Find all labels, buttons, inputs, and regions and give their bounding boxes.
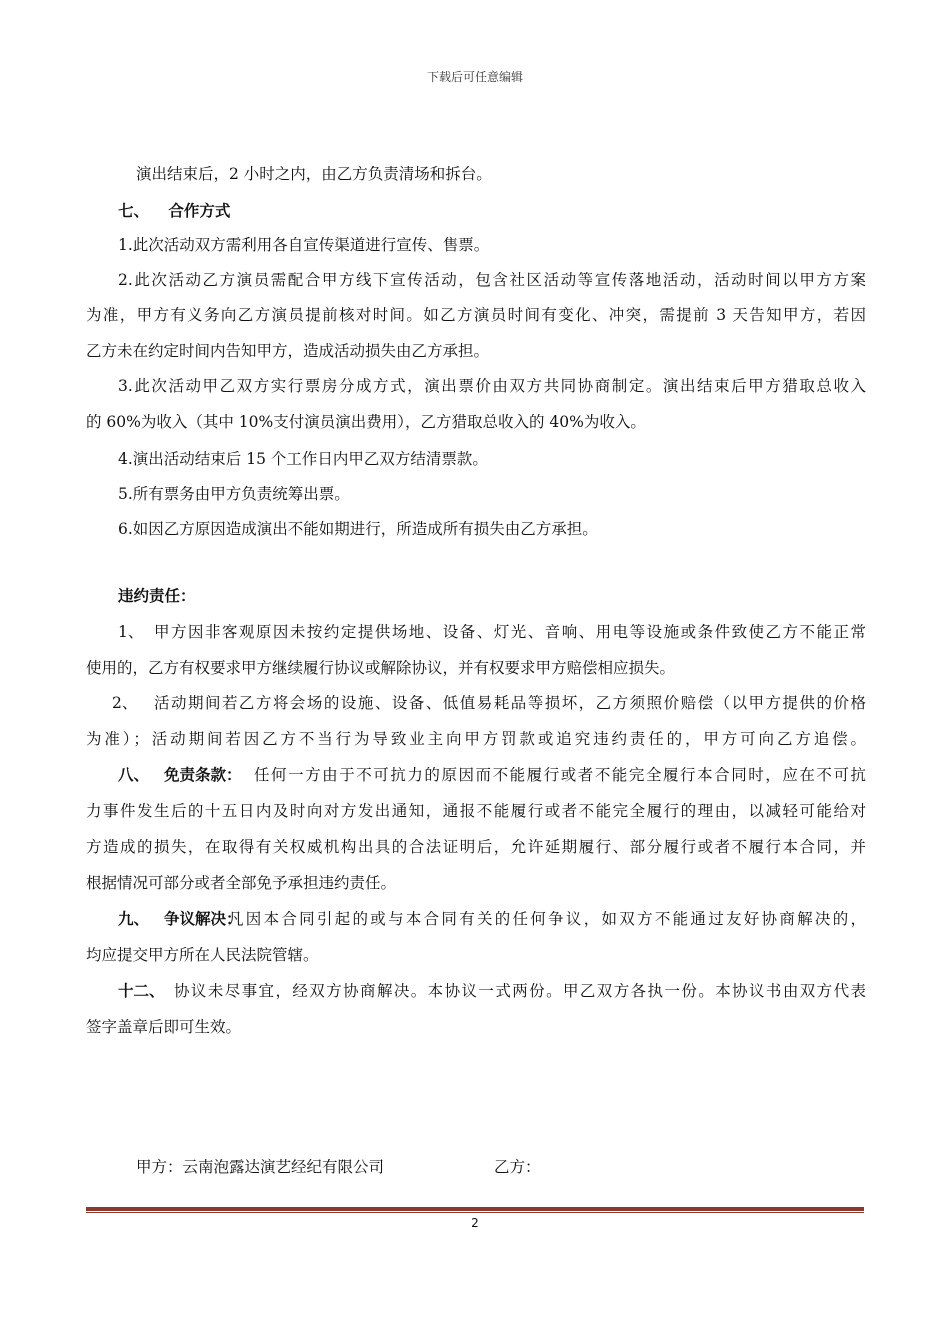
section-dispute [118, 909, 866, 929]
section-heading-liability: 违约责任： [118, 587, 196, 605]
liability-item-2 [112, 693, 866, 713]
footer-rule-thin [86, 1212, 864, 1213]
clause-line: 5.所有票务由甲方负责统筹出票。 [118, 485, 350, 503]
item-number: 1、 [118, 623, 144, 641]
clause-line: 力事件发生后的十五日内及时向对方发出通知，通报不能履行或者不能完全履行的理由，以减轻可能给对 [86, 802, 866, 820]
liability-item-1 [118, 622, 866, 642]
party-b-signature: 乙方： [494, 1158, 541, 1176]
section-title: 争议解决： [163, 910, 242, 928]
clause-line: 的 60%为收入（其中 10%支付演员演出费用），乙方猎取总收入的 40%为收入。 [86, 413, 646, 431]
clause-line: 2.此次活动乙方演员需配合甲方线下宣传活动，包含社区活动等宣传落地活动，活动时间以甲方方案 [118, 271, 866, 289]
party-a-signature: 甲方：云南泡露达演艺经纪有限公司 [136, 1158, 385, 1176]
clause-line: 3.此次活动甲乙双方实行票房分成方式，演出票价由双方共同协商制定。演出结束后甲方猎取总收入 [118, 377, 866, 395]
section-title: 免责条款： [163, 766, 242, 784]
clause-line: 使用的，乙方有权要求甲方继续履行协议或解除协议，并有权要求甲方赔偿相应损失。 [86, 659, 676, 677]
item-number: 2、 [112, 694, 138, 712]
page-number: 2 [471, 1216, 479, 1230]
section-number: 七、 [118, 202, 150, 220]
clause-line: 方造成的损失，在取得有关权威机构出具的合法证明后，允许延期履行、部分履行或者不履行本合同，并 [86, 838, 866, 856]
item-text: 甲方因非客观原因未按约定提供场地、设备、灯光、音响、用电等设施或条件致使乙方不能正常 [154, 623, 866, 641]
section-text: 凡因本合同引起的或与本合同有关的任何争议，如双方不能通过友好协商解决的， [228, 910, 866, 928]
section-text: 任何一方由于不可抗力的原因而不能履行或者不能完全履行本合同时，应在不可抗 [254, 766, 866, 784]
clause-line: 4.演出活动结束后 15 个工作日内甲乙双方结清票款。 [118, 450, 488, 468]
clause-line: 为准，甲方有义务向乙方演员提前核对时间。如乙方演员时间有变化、冲突，需提前 3 天告知甲方，若因 [86, 306, 866, 324]
clause-line: 签字盖章后即可生效。 [86, 1018, 242, 1036]
section-number: 九、 [118, 910, 150, 928]
paragraph-line: 演出结束后，2 小时之内，由乙方负责清场和拆台。 [136, 165, 492, 183]
clause-line: 为准）；活动期间若因乙方不当行为导致业主向甲方罚款或追究违约责任的，甲方可向乙方追偿。 [86, 730, 866, 748]
section-force-majeure [118, 765, 866, 785]
section-heading-cooperation [118, 201, 898, 221]
page-header: 下载后可任意编辑 [426, 70, 523, 84]
footer-rule [86, 1207, 864, 1211]
clause-line: 6.如因乙方原因造成演出不能如期进行，所造成所有损失由乙方承担。 [118, 520, 598, 538]
section-number: 八、 [118, 766, 150, 784]
clause-line: 均应提交甲方所在人民法院管辖。 [86, 946, 319, 964]
section-final [118, 981, 866, 1001]
section-title: 合作方式 [168, 202, 231, 220]
item-text: 活动期间若乙方将会场的设施、设备、低值易耗品等损坏，乙方须照价赔偿（以甲方提供的价格 [154, 694, 866, 712]
clause-line: 根据情况可部分或者全部免予承担违约责任。 [86, 874, 397, 892]
section-text: 协议未尽事宜，经双方协商解决。本协议一式两份。甲乙双方各执一份。本协议书由双方代表 [174, 982, 866, 1000]
clause-line: 1.此次活动双方需利用各自宣传渠道进行宣传、售票。 [118, 236, 490, 254]
clause-line: 乙方未在约定时间内告知甲方，造成活动损失由乙方承担。 [86, 342, 490, 360]
section-number: 十二、 [118, 982, 165, 1000]
